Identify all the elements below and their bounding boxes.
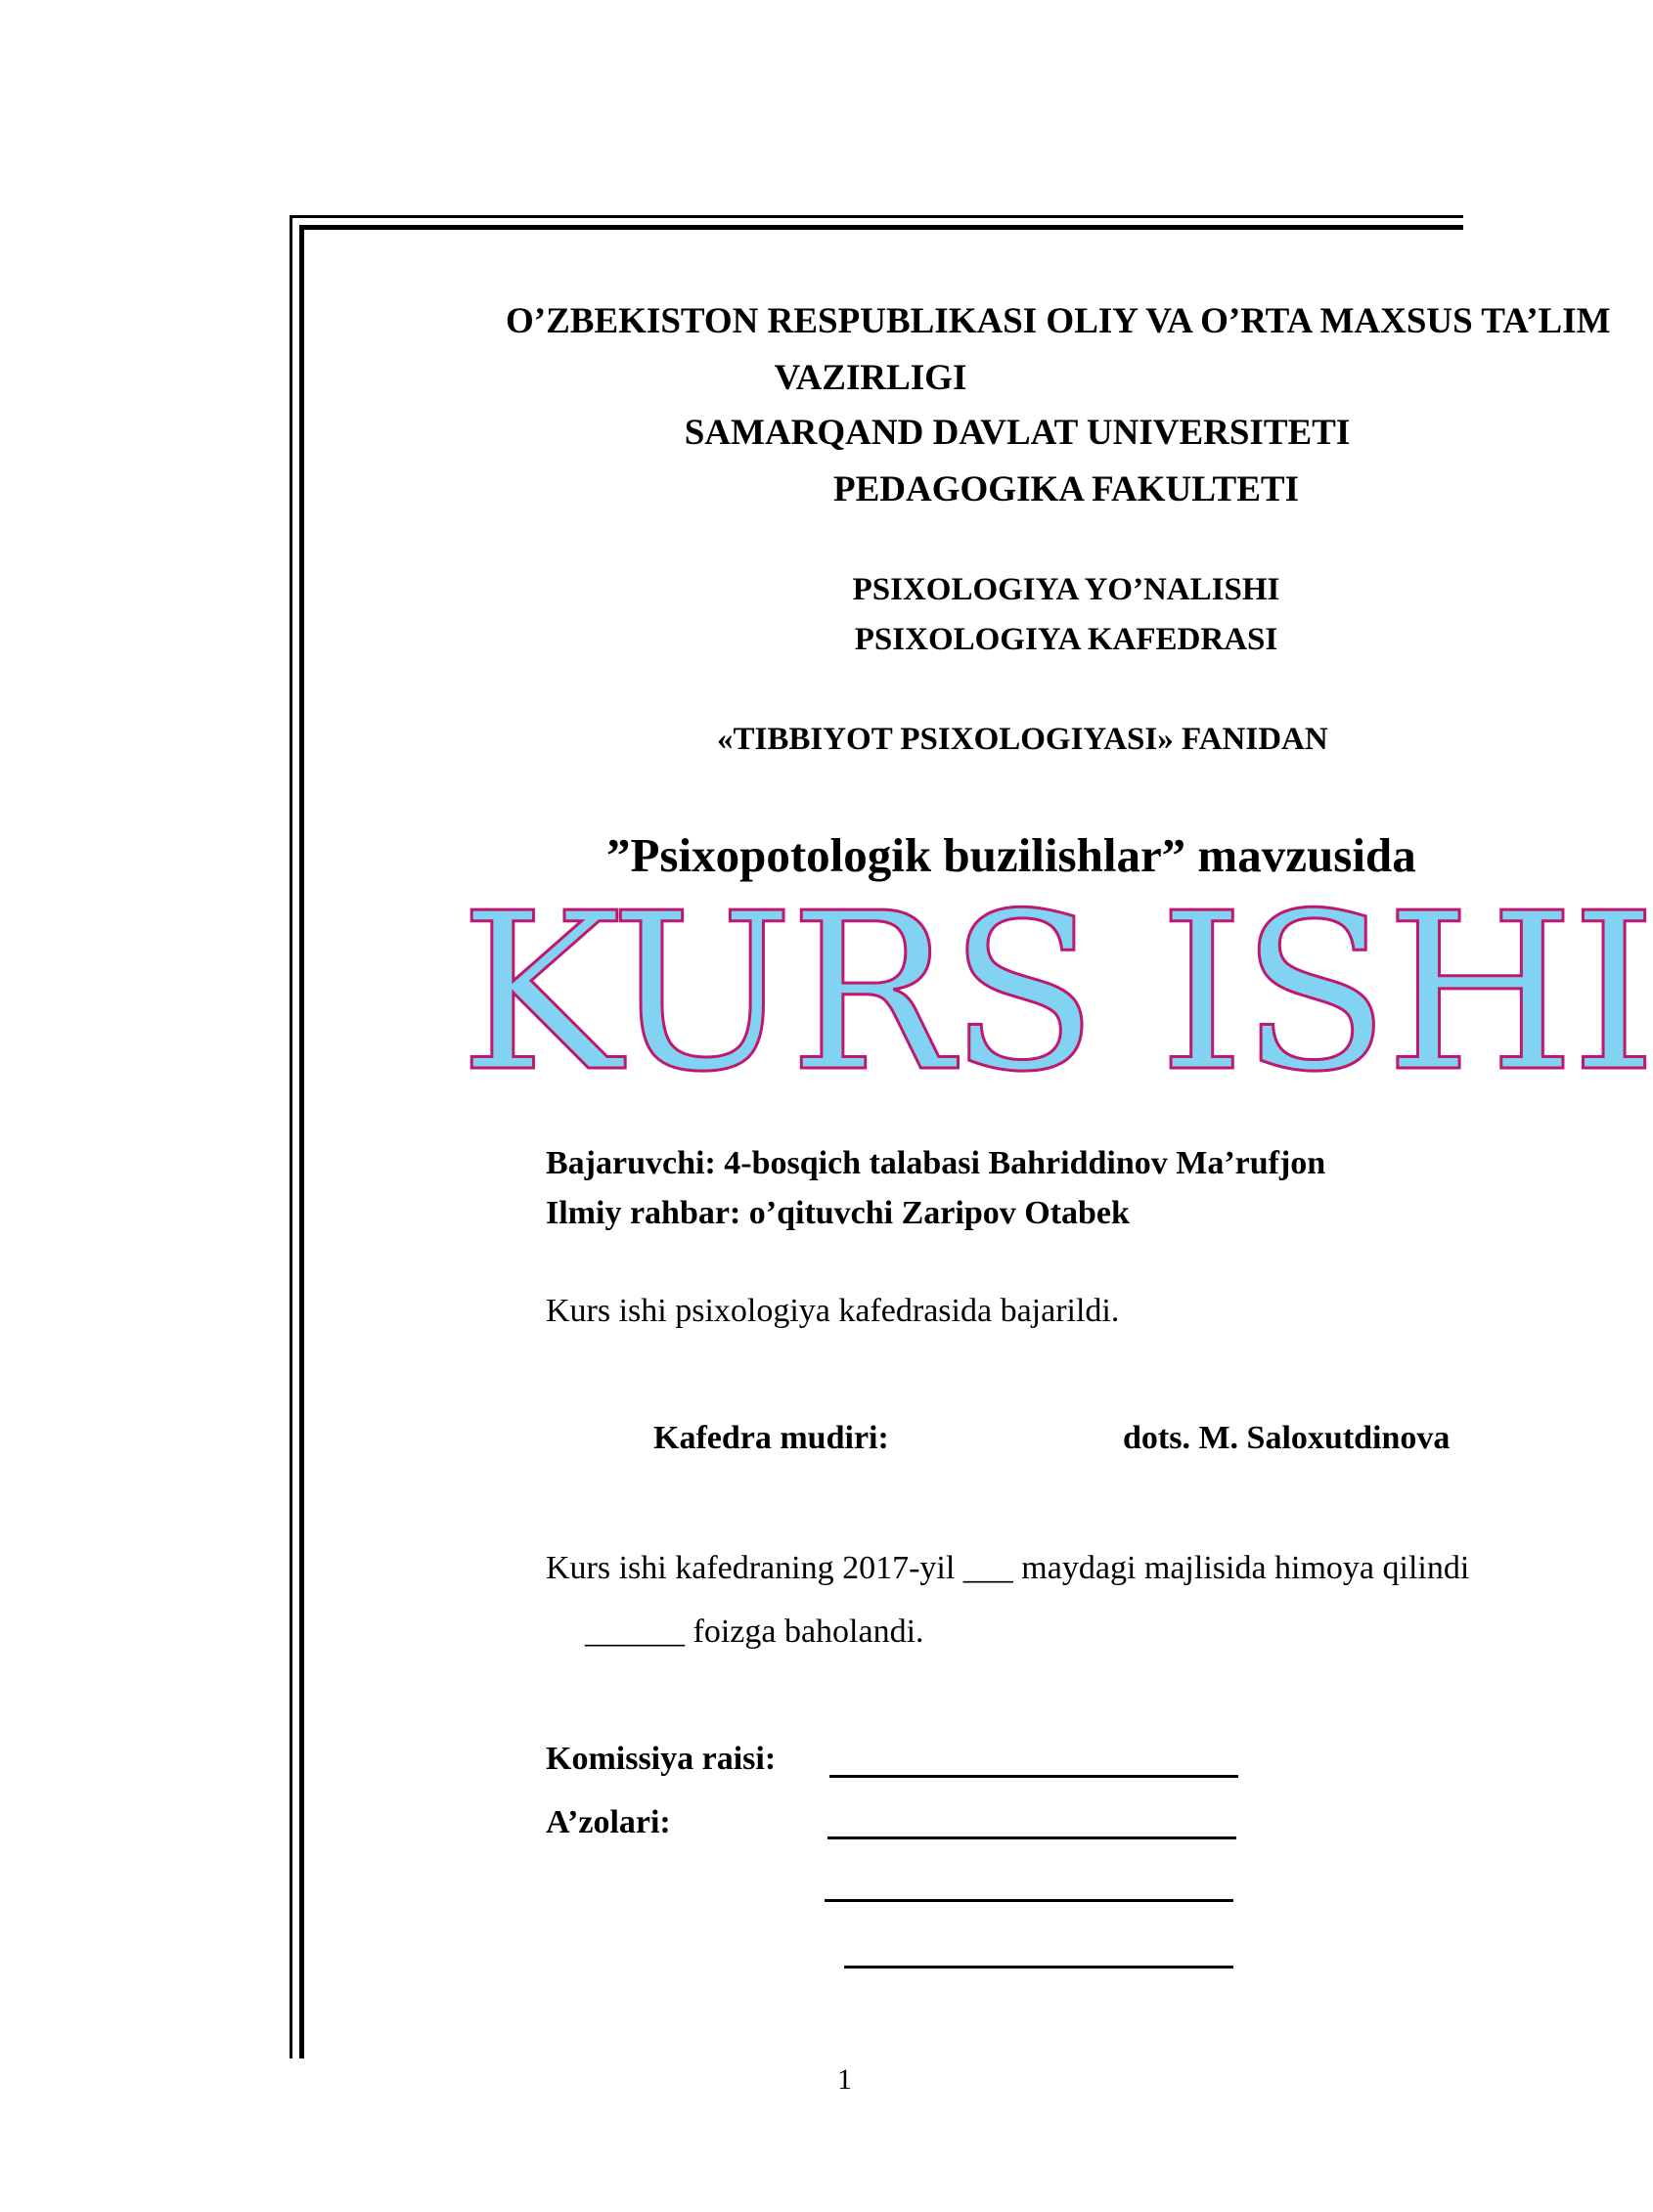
head-of-department-name: dots. M. Saloxutdinova [1123,1420,1451,1456]
defense-line-2: ______ foizga baholandi. [585,1614,924,1650]
head-of-department-label: Kafedra mudiri: [653,1420,889,1456]
frame-top-outer [290,215,1463,218]
member-signature-line-3 [844,1966,1233,1969]
completed-note: Kurs ishi psixologiya kafedrasida bajarildi. [546,1293,1120,1329]
frame-left-outer [290,215,292,2058]
commission-chair-signature-line [829,1775,1238,1778]
department-name: PSIXOLOGIYA KAFEDRASI [854,622,1278,657]
faculty-name: PEDAGOGIKA FAKULTETI [833,469,1299,509]
subject-name: «TIBBIYOT PSIXOLOGIYASI» FANIDAN [717,722,1328,757]
member-signature-line-2 [825,1899,1233,1902]
direction-name: PSIXOLOGIYA YO’NALISHI [852,572,1280,607]
ministry-line-1: O’ZBEKISTON RESPUBLIKASI OLIY VA O’RTA MAXSUS TA’LIM [506,301,1611,341]
university-name: SAMARQAND DAVLAT UNIVERSITETI [684,413,1351,453]
defense-line-1: Kurs ishi kafedraning 2017-yil ___ maydagi majlisida himoya qilindi [546,1550,1470,1586]
member-signature-line-1 [827,1836,1236,1839]
commission-members-label: A’zolari: [546,1804,671,1840]
ministry-line-2: VAZIRLIGI [774,358,967,398]
document-title: KURS ISHI [460,867,1653,1120]
page-number: 1 [837,2063,852,2096]
frame-top-inner [299,225,1463,230]
topic-title: ”Psixopotologik buzilishlar” mavzusida [606,828,1416,882]
frame-left-inner [299,225,304,2058]
performer-line: Bajaruvchi: 4-bosqich talabasi Bahriddinov Ma’rufjon [546,1145,1326,1181]
commission-chair-label: Komissiya raisi: [546,1741,777,1777]
supervisor-line: Ilmiy rahbar: o’qituvchi Zaripov Otabek [546,1195,1130,1231]
